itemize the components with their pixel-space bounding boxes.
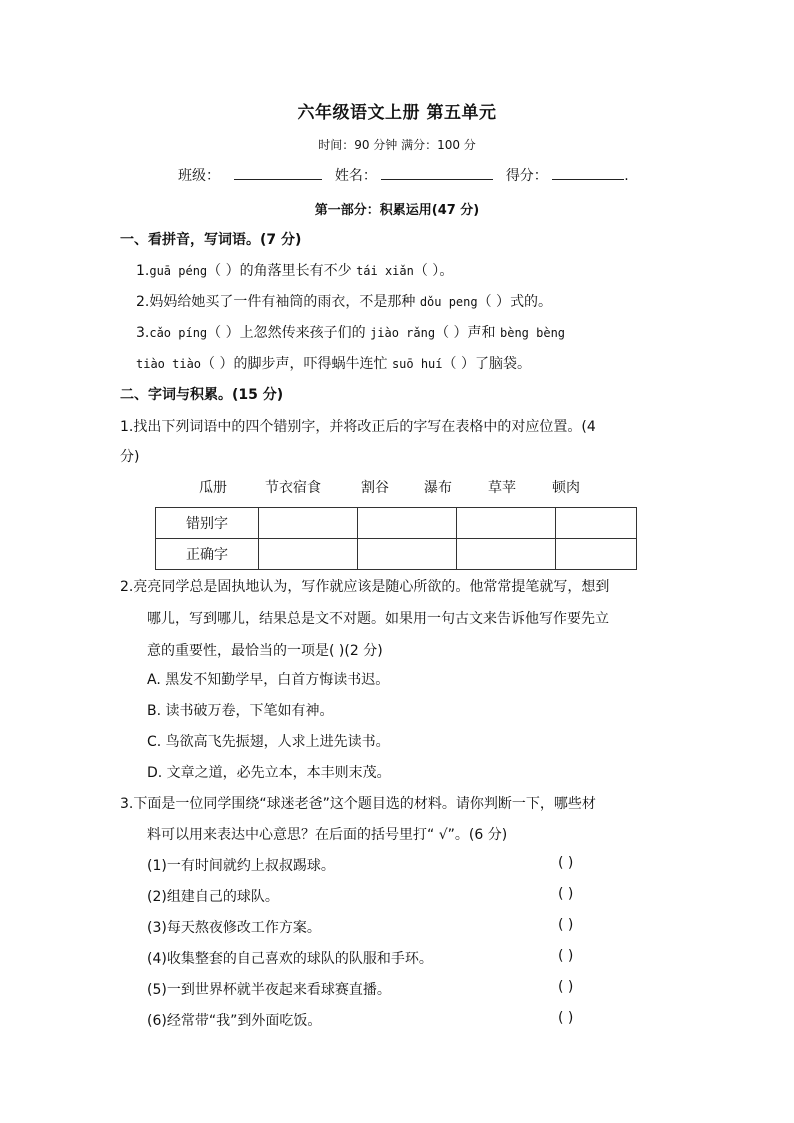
- pinyin: tiào tiào: [136, 357, 202, 371]
- pinyin: cǎo píng: [149, 326, 208, 340]
- material-item-4: (4)收集整套的自己喜欢的球队的队服和手环。: [147, 951, 433, 967]
- q-number: 3.: [136, 325, 150, 341]
- class-label: 班级：: [178, 168, 220, 184]
- question-1-1: [136, 260, 453, 280]
- question-2-1-line2: 分): [120, 449, 140, 465]
- question-text: 的角落里长有不少: [239, 263, 352, 279]
- answer-cell[interactable]: [556, 539, 637, 570]
- question-text: 式的。: [510, 294, 553, 310]
- word-item: 瓜册: [199, 480, 227, 496]
- answer-blank[interactable]: （ ）: [413, 263, 440, 279]
- pinyin: tái xiǎn: [356, 264, 414, 278]
- answer-blank[interactable]: （ ）: [207, 325, 240, 341]
- row-header: 错别字: [156, 508, 259, 539]
- material-item-2: (2)组建自己的球队。: [147, 889, 279, 905]
- pinyin: guā péng: [149, 264, 208, 278]
- question-text: 了脑袋。: [474, 356, 531, 372]
- option-a[interactable]: A. 黑发不知勤学早，白首方悔读书迟。: [147, 672, 390, 688]
- material-item-5: (5)一到世界杯就半夜起来看球赛直播。: [147, 982, 391, 998]
- question-text: 声和: [467, 325, 496, 341]
- answer-cell[interactable]: [259, 508, 358, 539]
- answer-paren-6[interactable]: ( ): [558, 1010, 574, 1026]
- answer-cell[interactable]: [259, 539, 358, 570]
- answer-paren-3[interactable]: ( ): [558, 917, 574, 933]
- answer-blank[interactable]: （ ）: [207, 263, 240, 279]
- page-title: 六年级语文上册 第五单元: [297, 103, 497, 123]
- word-item: 顿肉: [552, 480, 580, 496]
- answer-cell[interactable]: [358, 508, 457, 539]
- question-1-3b: [136, 353, 531, 373]
- question-1-2: [136, 291, 552, 311]
- question-2-3-line1: 3.下面是一位同学围绕“球迷老爸”这个题目选的材料。请你判断一下，哪些材: [120, 796, 596, 812]
- answer-blank[interactable]: （ ）: [201, 356, 234, 372]
- answer-paren-5[interactable]: ( ): [558, 979, 574, 995]
- correction-table: [155, 507, 637, 570]
- question-text: 上忽然传来孩子们的: [239, 325, 366, 341]
- question-2-2-line2: 哪儿，写到哪儿，结果总是文不对题。如果用一句古文来告诉他写作要先立: [147, 611, 609, 627]
- trailing-dot: .: [624, 168, 629, 184]
- answer-blank[interactable]: （ ）: [477, 294, 511, 310]
- q-number: 1.: [136, 263, 150, 279]
- score-blank[interactable]: [552, 165, 624, 180]
- pinyin: suō huí: [391, 357, 443, 371]
- exam-time-line: 时间：90 分钟 满分：100 分: [318, 138, 476, 152]
- option-c[interactable]: C. 鸟欲高飞先振翅，人求上进先读书。: [147, 734, 390, 750]
- material-item-1: (1)一有时间就约上叔叔踢球。: [147, 858, 335, 874]
- material-item-3: (3)每天熬夜修改工作方案。: [147, 920, 321, 936]
- question-text: 的脚步声，吓得蜗牛连忙: [233, 356, 388, 372]
- question-text: 2.妈妈给她买了一件有袖筒的雨衣，不是那种: [136, 294, 416, 310]
- part-one-title: 第一部分：积累运用(47 分): [314, 203, 480, 218]
- question-2-3-line2: 料可以用来表达中心意思？在后面的括号里打“ √”。(6 分): [147, 827, 508, 843]
- pinyin: dǒu peng: [419, 295, 478, 309]
- word-item: 节衣宿食: [265, 480, 321, 496]
- question-2-2-line3: 意的重要性，最恰当的一项是( )(2 分): [147, 643, 383, 659]
- table-row: [156, 508, 637, 539]
- question-2-1-line1: 1.找出下列词语中的四个错别字，并将改正后的字写在表格中的对应位置。(4: [120, 419, 596, 435]
- name-blank[interactable]: [381, 165, 493, 180]
- name-label: 姓名：: [334, 168, 377, 184]
- row-header: 正确字: [156, 539, 259, 570]
- answer-paren-4[interactable]: ( ): [558, 948, 574, 964]
- answer-paren-1[interactable]: ( ): [558, 855, 574, 871]
- class-blank[interactable]: [234, 165, 322, 180]
- question-text: 。: [439, 263, 454, 279]
- option-d[interactable]: D. 文章之道，必先立本，本丰则末茂。: [147, 765, 391, 781]
- answer-blank[interactable]: （ ）: [442, 356, 475, 372]
- table-row: [156, 539, 637, 570]
- question-2-2-line1: 2.亮亮同学总是固执地认为，写作就应该是随心所欲的。他常常提笔就写，想到: [120, 579, 610, 595]
- student-info-line: [178, 165, 629, 185]
- word-item: 瀑布: [424, 480, 452, 496]
- word-item: 割谷: [361, 480, 389, 496]
- word-item: 草苹: [488, 480, 516, 496]
- pinyin: bèng bèng: [500, 326, 566, 340]
- answer-paren-2[interactable]: ( ): [558, 886, 574, 902]
- answer-cell[interactable]: [457, 508, 556, 539]
- pinyin: jiào rǎng: [370, 326, 436, 340]
- answer-cell[interactable]: [358, 539, 457, 570]
- answer-blank[interactable]: （ ）: [435, 325, 468, 341]
- section-two-title: 二、字词与积累。(15 分): [120, 387, 284, 403]
- answer-cell[interactable]: [556, 508, 637, 539]
- option-b[interactable]: B. 读书破万卷，下笔如有神。: [147, 703, 334, 719]
- section-one-title: 一、看拼音，写词语。(7 分): [120, 232, 302, 248]
- question-1-3a: [136, 322, 565, 342]
- answer-cell[interactable]: [457, 539, 556, 570]
- material-item-6: (6)经常带“我”到外面吃饭。: [147, 1013, 322, 1029]
- score-label: 得分：: [505, 168, 548, 184]
